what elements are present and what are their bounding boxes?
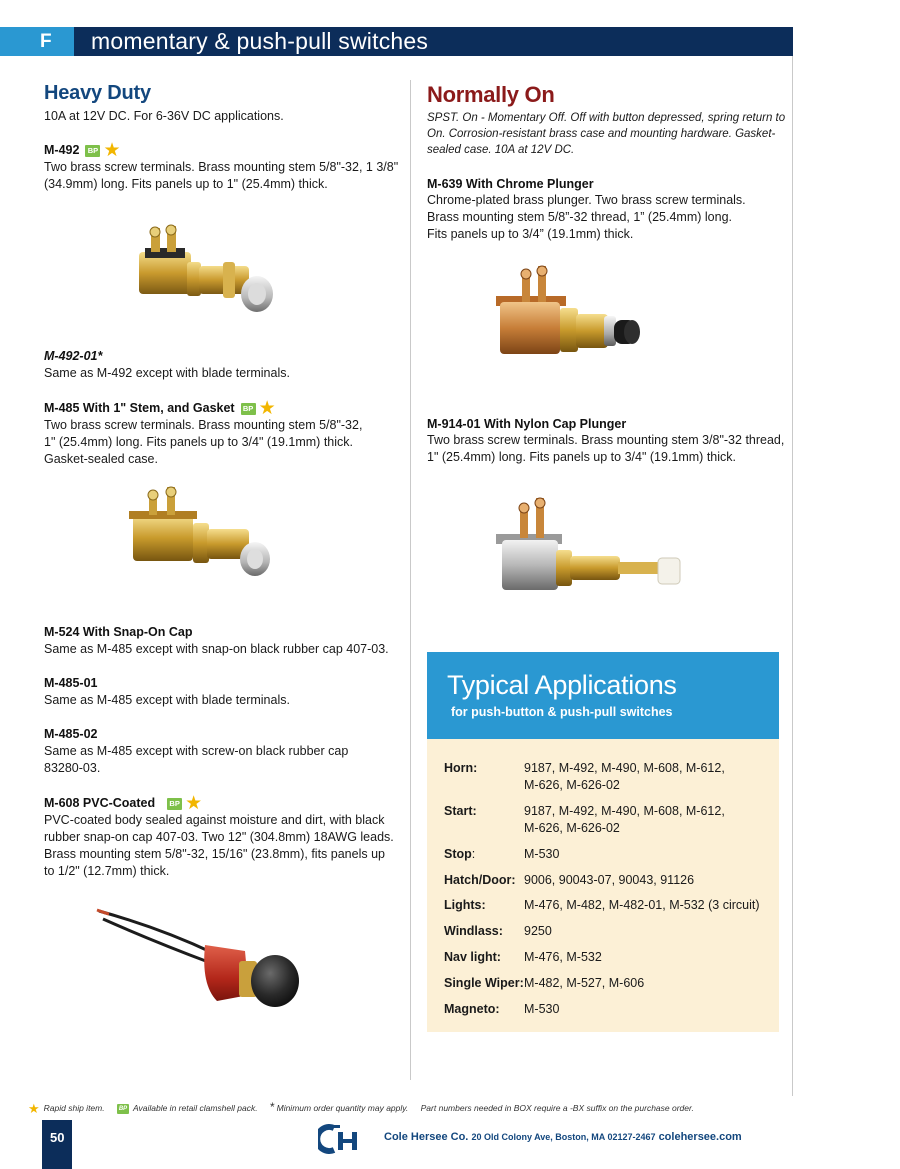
- note-retail-pack: Available in retail clamshell pack.: [132, 1103, 258, 1113]
- m48502-line1: Same as M-485 except with screw-on black rubber cap: [44, 744, 349, 758]
- m492-switch-image: [135, 222, 280, 327]
- m608-line3: Brass mounting stem 5/8"-32, 15/16" (23.8mm), fits panels up: [44, 847, 385, 861]
- m639-line2: Brass mounting stem 5/8”-32 thread, 1” (25.4mm) long.: [427, 210, 732, 224]
- normally-on-intro-line1: SPST. On - Momentary Off. Off with button depressed, spring return to: [427, 112, 786, 124]
- m639-line1: Chrome-plated brass plunger. Two brass screw terminals.: [427, 193, 746, 207]
- application-label: Nav light:: [444, 950, 501, 964]
- m524-desc: Same as M-485 except with snap-on black rubber cap 407-03.: [44, 642, 389, 656]
- m485-line1: Two brass screw terminals. Brass mounting stem 5/8"-32,: [44, 418, 363, 432]
- m485-part: [44, 397, 276, 419]
- application-value: 9250: [524, 924, 552, 938]
- m91401-line2: 1" (25.4mm) long. Fits panels up to 3/4" (19.1mm) thick.: [427, 450, 736, 464]
- right-margin-rule: [792, 56, 793, 1096]
- m485-switch-image: [125, 485, 275, 585]
- application-value: M-530: [524, 847, 560, 861]
- m48501-part-number: M-485-01: [44, 676, 98, 690]
- bp-badge: BP: [118, 1105, 128, 1112]
- m49201-desc: Same as M-492 except with blade terminals.: [44, 366, 290, 380]
- application-label: Lights:: [444, 898, 486, 912]
- asterisk-icon: *: [269, 1100, 275, 1114]
- application-value: 9187, M-492, M-490, M-608, M-612, M-626, M-626-02: [524, 761, 725, 792]
- note-box-suffix: Part numbers needed in BOX require a -BX suffix on the purchase order.: [420, 1103, 694, 1113]
- section-letter: F: [0, 27, 74, 56]
- m639-line3: Fits panels up to 3/4” (19.1mm) thick.: [427, 227, 634, 241]
- m48502-line2: 83280-03.: [44, 761, 101, 775]
- application-label: Single Wiper:: [444, 976, 524, 990]
- company-website[interactable]: colehersee.com: [658, 1131, 742, 1143]
- bp-badge: BP: [167, 798, 182, 810]
- m608-part-number: M-608 PVC-Coated: [44, 796, 156, 810]
- application-label: Windlass:: [444, 924, 503, 938]
- application-label: Stop:: [444, 847, 476, 861]
- normally-on-intro-line3: sealed case. 10A at 12V DC.: [427, 144, 575, 156]
- m91401-part-number: M-914-01 With Nylon Cap Plunger: [427, 417, 627, 431]
- application-value: M-476, M-482, M-482-01, M-532 (3 circuit): [524, 898, 760, 912]
- m91401-line1: Two brass screw terminals. Brass mounting stem 3/8"-32 thread,: [427, 433, 785, 447]
- m492-line1: Two brass screw terminals. Brass mounting stem 5/8"-32, 1 3/8": [44, 160, 399, 174]
- m608-part: [44, 792, 203, 814]
- application-value: M-476, M-532: [524, 950, 602, 964]
- application-label: Hatch/Door:: [444, 873, 516, 887]
- application-label: Magneto:: [444, 1002, 500, 1016]
- m524-part-number: M-524 With Snap-On Cap: [44, 625, 193, 639]
- m639-switch-image: [490, 262, 665, 374]
- page-number: 50: [50, 1130, 65, 1145]
- footer-notes: [28, 1100, 704, 1117]
- normally-on-intro-line2: On. Corrosion-resistant brass case and mounting hardware. Gasket-: [427, 128, 776, 140]
- applications-subtitle: for push-button & push-pull switches: [451, 705, 673, 719]
- application-value: M-482, M-527, M-606: [524, 976, 645, 990]
- m608-switch-image: [95, 905, 305, 1020]
- m485-line3: Gasket-sealed case.: [44, 452, 158, 466]
- company-address: 20 Old Colony Ave, Boston, MA 02127-2467: [471, 1132, 656, 1142]
- star-icon: ★: [28, 1100, 40, 1116]
- heavy-duty-intro: 10A at 12V DC. For 6-36V DC applications.: [44, 109, 284, 123]
- bp-badge: BP: [85, 145, 100, 157]
- m492-part: [44, 139, 121, 161]
- page-title: momentary & push-pull switches: [91, 28, 429, 54]
- star-icon: ★: [185, 792, 203, 814]
- m91401-switch-image: [492, 492, 687, 607]
- cole-hersee-logo-icon: [318, 1124, 366, 1154]
- bp-badge: BP: [241, 403, 256, 415]
- application-label: Horn:: [444, 761, 478, 775]
- application-value: M-530: [524, 1002, 560, 1016]
- m608-line4: to 1/2" (12.7mm) thick.: [44, 864, 170, 878]
- company-name: Cole Hersee Co.: [384, 1131, 469, 1143]
- m608-line2: rubber snap-on cap 407-03. Two 12" (304.8mm) 18AWG leads.: [44, 830, 394, 844]
- application-label: Start:: [444, 804, 477, 818]
- application-value: 9187, M-492, M-490, M-608, M-612, M-626, M-626-02: [524, 804, 725, 835]
- application-value: 9006, 90043-07, 90043, 91126: [524, 873, 695, 887]
- star-icon: ★: [258, 397, 276, 419]
- note-rapid-ship: Rapid ship item.: [43, 1103, 105, 1113]
- m49201-part-number: M-492-01*: [44, 349, 103, 363]
- normally-on-heading: Normally On: [427, 82, 555, 107]
- note-min-order: Minimum order quantity may apply.: [276, 1103, 409, 1113]
- star-icon: ★: [103, 139, 121, 161]
- company-info: [384, 1131, 742, 1143]
- column-divider: [410, 80, 411, 1080]
- m48502-part-number: M-485-02: [44, 727, 98, 741]
- m608-line1: PVC-coated body sealed against moisture and dirt, with black: [44, 813, 385, 827]
- m492-line2: (34.9mm) long. Fits panels up to 1" (25.4mm) thick.: [44, 177, 328, 191]
- m485-line2: 1" (25.4mm) long. Fits panels up to 3/4" (19.1mm) thick.: [44, 435, 353, 449]
- m639-part-number: M-639 With Chrome Plunger: [427, 177, 594, 191]
- m492-part-number: M-492: [44, 143, 80, 157]
- m485-part-number: M-485 With 1" Stem, and Gasket: [44, 401, 235, 415]
- m48501-desc: Same as M-485 except with blade terminals.: [44, 693, 290, 707]
- heavy-duty-heading: Heavy Duty: [44, 82, 151, 104]
- applications-title: Typical Applications: [447, 670, 677, 700]
